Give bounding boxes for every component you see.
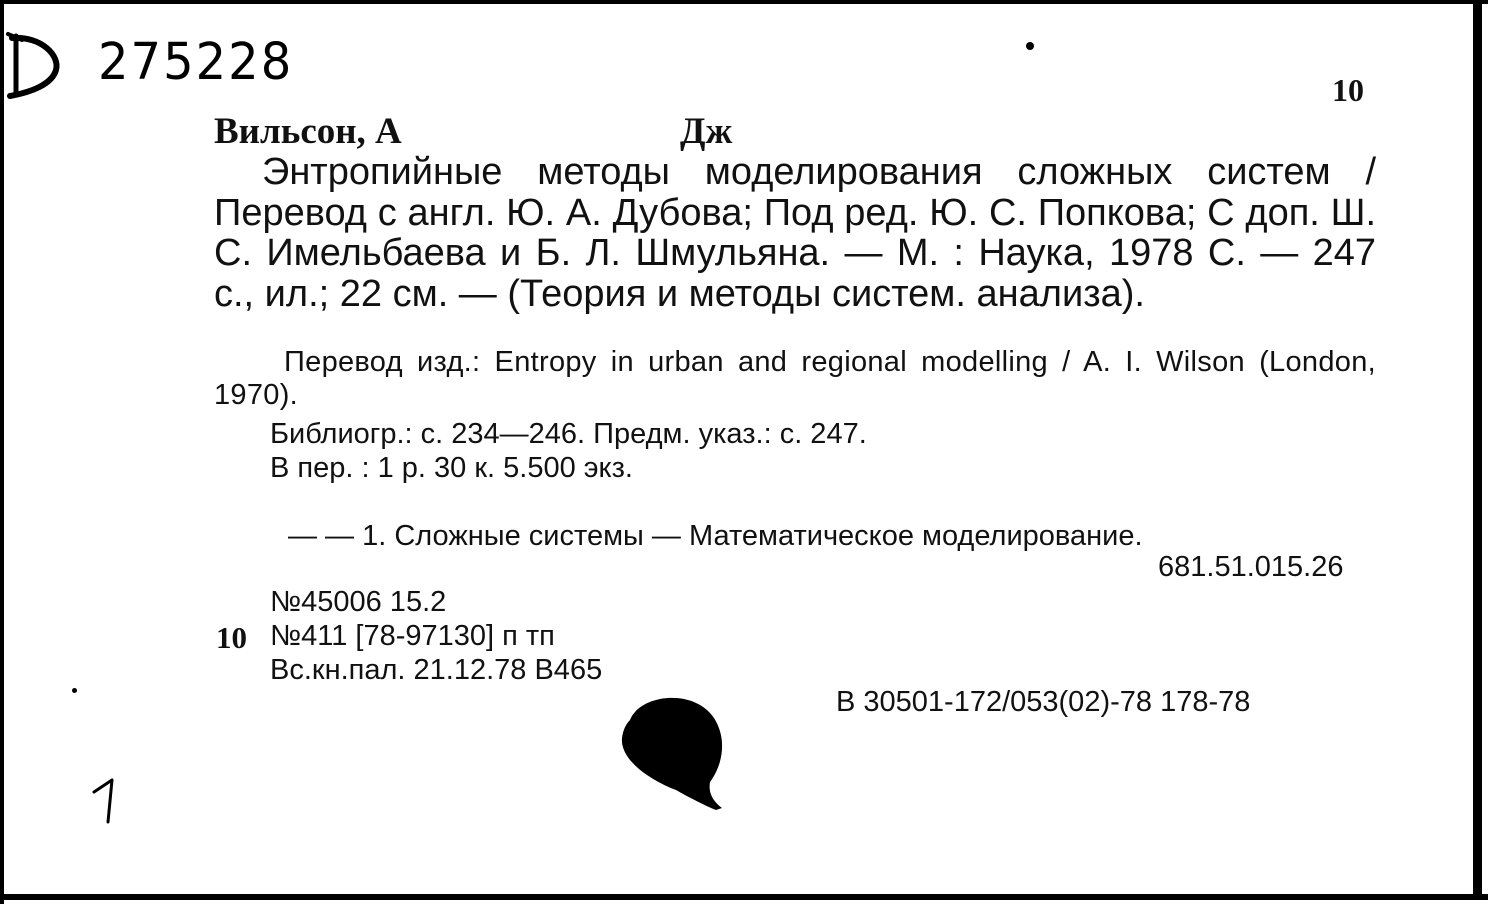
- card-id-number: 275228: [98, 32, 294, 92]
- catalog-code: В 30501-172/053(02)-78 178-78: [836, 686, 1251, 718]
- author-surname: Вильсон, А: [214, 111, 402, 152]
- price-note: В пер. : 1 р. 30 к. 5.500 экз.: [270, 452, 633, 484]
- registration-note: Вс.кн.пал. 21.12.78 В465: [270, 654, 603, 686]
- handwritten-one-icon: [86, 776, 126, 826]
- subject-heading: — — 1. Сложные системы — Математическое моделирование.: [288, 520, 1143, 552]
- card-border-left: [0, 0, 4, 904]
- card-border-right: [1473, 0, 1482, 900]
- speck: [72, 688, 77, 693]
- stock-number: №45006 15.2: [270, 586, 447, 618]
- order-prefix: 10: [216, 620, 247, 655]
- original-title-note: Перевод изд.: Entropy in urban and regional modelling / A. I. Wilson (London, 1970).: [214, 346, 1376, 411]
- card-border-bottom: [0, 894, 1488, 900]
- handwritten-d-icon: [2, 26, 62, 102]
- ink-blot-icon: [610, 690, 730, 816]
- udc-code: 681.51.015.26: [1158, 551, 1344, 583]
- speck: [1026, 42, 1034, 50]
- title-description: Энтропийные методы моделирования сложных систем / Перевод с англ. Ю. А. Дубова; Под ред. Ю. С. Попкова; С доп. Ш. С. Имельбаева и Б. Л. Шмульяна. — М. : Наука, 1978 С. — 247 с., ил.; 22 см. — (Теория и методы систем. анализа).: [214, 151, 1376, 315]
- card-number: 10: [1332, 72, 1364, 108]
- author-patronymic: Дж: [680, 111, 733, 152]
- card-border-top: [0, 0, 1488, 4]
- bibliography-note: Библиогр.: с. 234—246. Предм. указ.: с. 247.: [270, 418, 867, 450]
- order-number: №411 [78-97130] п тп: [270, 620, 555, 652]
